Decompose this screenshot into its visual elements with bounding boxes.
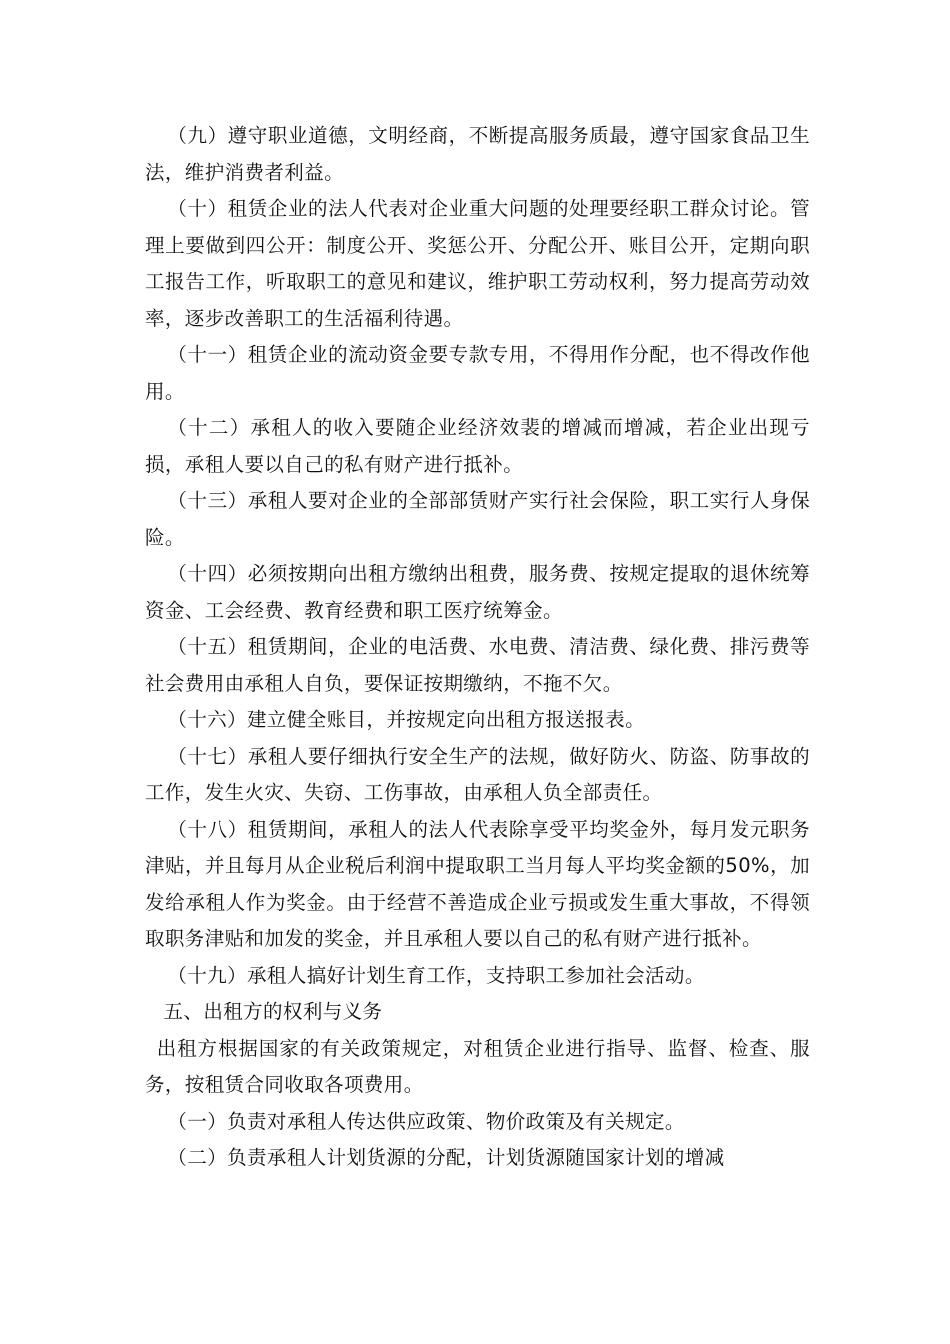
clause-18: （十八）租赁期间，承租人的法人代表除享受平均奖金外，每月发元职务津贴，并且每月从企业税后利润中提取职工当月每人平均奖金额的50%，加发给承租人作为奖金。由于经营不善造成企业亏损或发生重大事故，不得领取职务津贴和加发的奖金，并且承租人要以自己的私有财产进行抵补。: [145, 817, 810, 950]
section-heading: 五、出租方的权利与义务: [163, 1000, 383, 1023]
clause-13: （十三）承租人要对企业的全部部赁财产实行社会保险，职工实行人身保险。: [145, 489, 810, 549]
clause-14: （十四）必须按期向出租方缴纳出租费，服务费、按规定提取的退休统筹资金、工会经费、教育经费和职工医疗统筹金。: [145, 562, 810, 622]
clause-11: （十一）租赁企业的流动资金要专款专用，不得用作分配，也不得改作他用。: [145, 343, 810, 403]
clause-10: （十）租赁企业的法人代表对企业重大问题的处理要经职工群众讨论。管理上要做到四公开：制度公开、奖惩公开、分配公开、账目公开，定期向职工报告工作，听取职工的意见和建议，维护职工劳动权利，努力提高劳动效率，逐步改善职工的生活福利待遇。: [145, 197, 810, 330]
clause-15: （十五）租赁期间，企业的电活费、水电费、清洁费、绿化费、排污费等社会费用由承租人自负，要保证按期缴纳，不拖不欠。: [145, 635, 810, 695]
document-body: [145, 118, 810, 1177]
clause-17: （十七）承租人要仔细执行安全生产的法规，做好防火、防盗、防事故的工作，发生火灾、失窃、工伤事故，由承租人负全部责任。: [145, 744, 810, 804]
section-intro: 出租方根据国家的有关政策规定，对租赁企业进行指导、监督、检查、服务，按租赁合同收取各项费用。: [145, 1036, 810, 1096]
lessor-clause-2: （二）负责承租人计划货源的分配，计划货源随国家计划的增减: [167, 1146, 725, 1169]
clause-9: （九）遵守职业道德，文明经商，不断提高服务质最，遵守国家食品卫生法，维护消费者利益。: [145, 124, 810, 184]
clause-12: （十二）承租人的收入要随企业经济效裴的增减而增减，若企业出现亏损，承租人要以自己的私有财产进行抵补。: [145, 416, 810, 476]
lessor-clause-1: （一）负责对承租人传达供应政策、物价政策及有关规定。: [167, 1109, 685, 1133]
clause-16: （十六）建立健全账目，并按规定向出租方报送报表。: [167, 708, 646, 731]
clause-19: （十九）承租人搞好计划生育工作，支持职工参加社会活动。: [167, 963, 705, 987]
